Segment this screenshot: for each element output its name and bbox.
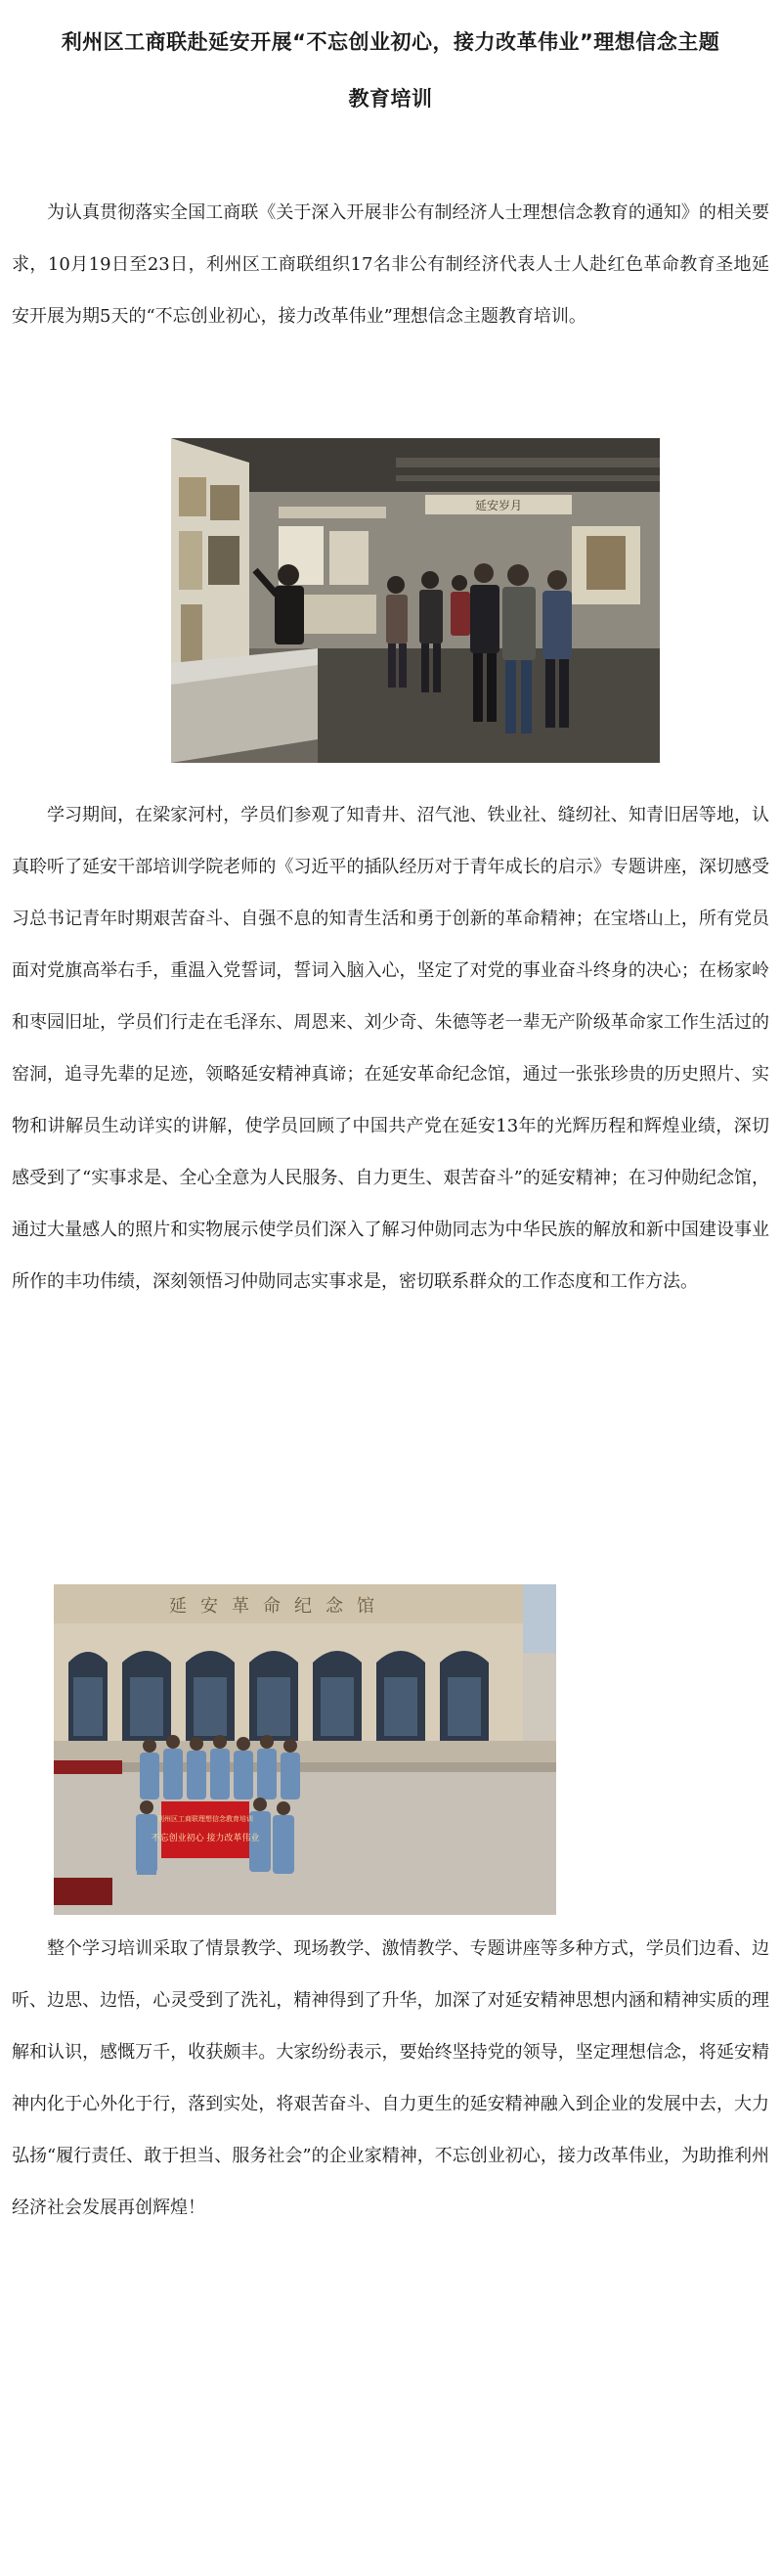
- title-line-2: 教育培训: [348, 87, 433, 111]
- memorial-hall-scene: [54, 1584, 556, 1915]
- exhibition-banner-text: 延安岁月: [474, 499, 523, 512]
- paragraph-intro: 为认真贯彻落实全国工商联《关于深入开展非公有制经济人士理想信念教育的通知》的相关要求，10月19日至23日，利州区工商联组织17名非公有制经济代表人士人赴红色革命教育圣地延安开展为期5天的“不忘创业初心，接力改革伟业”理想信念主题教育培训。: [12, 202, 769, 327]
- group-banner-text: 不忘创业初心 接力改革伟业: [151, 1834, 260, 1843]
- title-line-1: 利州区工商联赴延安开展“不忘创业初心，接力改革伟业”理想信念主题: [61, 30, 720, 54]
- exhibition-hall-photo: [171, 438, 660, 763]
- building-sign-text: 延安革命纪念馆: [169, 1596, 388, 1617]
- article-title: [0, 14, 781, 127]
- group-banner-small-text: 利州区工商联理想信念教育培训: [157, 1815, 253, 1823]
- paragraph-study: 学习期间，在梁家河村，学员们参观了知青井、沼气池、铁业社、缝纫社、知青旧居等地，认真聆听了延安干部培训学院老师的《习近平的插队经历对于青年成长的启示》专题讲座，深切感受习总书记青年时期艰苦奋斗、自强不息的知青生活和勇于创新的革命精神；在宝塔山上，所有党员面对党旗高举右手，重温入党誓词，誓词入脑入心，坚定了对党的事业奋斗终身的决心；在杨家岭和枣园旧址，学员们行走在毛泽东、周恩来、刘少奇、朱德等老一辈无产阶级革命家工作生活过的窑洞，追寻先辈的足迹，领略延安精神真谛；在延安革命纪念馆，通过一张张珍贵的历史照片、实物和讲解员生动详实的讲解，使学员回顾了中国共产党在延安13年的光辉历程和辉煌业绩，深切感受到了“实事求是、全心全意为人民服务、自力更生、艰苦奋斗”的延安精神；在习仲勋纪念馆，通过大量感人的照片和实物展示使学员们深入了解习仲勋同志为中华民族的解放和新中国建设事业所作的丰功伟绩，深刻领悟习仲勋同志实事求是，密切联系群众的工作态度和工作方法。: [12, 805, 769, 1292]
- paragraph-conclusion: 整个学习培训采取了情景教学、现场教学、激情教学、专题讲座等多种方式，学员们边看、边听、边思、边悟，心灵受到了洗礼，精神得到了升华，加深了对延安精神思想内涵和精神实质的理解和认识，感慨万千，收获颇丰。大家纷纷表示，要始终坚持党的领导，坚定理想信念，将延安精神内化于心外化于行，落到实处，将艰苦奋斗、自力更生的延安精神融入到企业的发展中去，大力弘扬“履行责任、敢于担当、服务社会”的企业家精神，不忘创业初心，接力改革伟业，为助推利州经济社会发展再创辉煌！: [12, 1938, 769, 2218]
- group-photo: [54, 1584, 556, 1915]
- group-banner: [161, 1801, 249, 1858]
- exhibition-hall-scene: [171, 438, 660, 763]
